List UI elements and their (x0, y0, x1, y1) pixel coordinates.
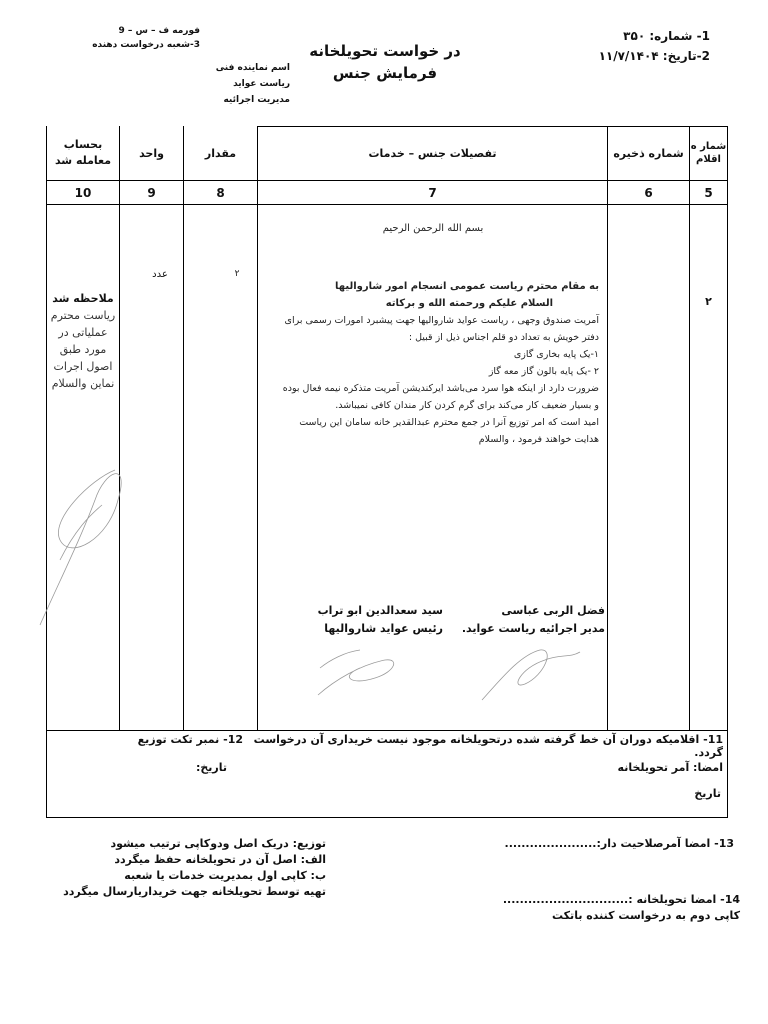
item13-authority-signature: 13- امضا آمرصلاحیت دار:...................... (504, 837, 734, 850)
row-item-no: ۲ (705, 294, 712, 308)
header-item-no: شمار ه اقلام (690, 141, 727, 165)
letter-line: هدایت خواهند فرمود ، والسلام (478, 434, 599, 445)
header-store-no: شماره ذخیره (613, 146, 684, 160)
rep-department: ریاست عواید (233, 79, 290, 89)
col-number-7: 7 (428, 185, 437, 200)
form-number: 1- شماره: ۳۵۰ (623, 29, 710, 43)
request-footer-box (46, 730, 728, 818)
col-divider (257, 126, 258, 730)
distribution-line-c: تهیه توسط تحویلخانه جهت خریداریارسال میگردد (63, 885, 326, 898)
number-row-divider (47, 204, 727, 205)
header-account: بحساب معامله شد (54, 138, 112, 167)
distribution-line-b: ب: کاپی اول بمدیریت خدمات یا شعبه (124, 869, 326, 882)
signer-left-name: سید سعدالدین ابو تراب (317, 604, 443, 617)
row-quantity: ۲ (234, 269, 240, 279)
technical-rep-block (190, 60, 290, 108)
requesting-unit-label: 3-شعبه درخواست دهنده (92, 40, 200, 50)
letter-body (263, 278, 599, 448)
form-title-line2: فرمایش جنس (332, 64, 438, 82)
form-title (300, 40, 470, 84)
col-number-9: 9 (147, 185, 156, 200)
item12-ticket-number: 12- نمبر تکت توزیع (137, 733, 243, 746)
letter-item: ۲ -یک پایه بالون گاز معه گاز (488, 366, 599, 377)
review-note-text: ریاست محترم عملیاتی در مورد طبق اصول اجرات نماین والسلام (50, 309, 116, 390)
signer-left-title: رئیس عواید شاروالیها (324, 622, 443, 635)
col-divider (607, 126, 608, 730)
col-number-5: 5 (704, 185, 713, 200)
signer-right-name: فضل الربی عباسی (501, 604, 605, 617)
letter-greeting: السلام علیکم ورحمته الله و برکاته (385, 298, 553, 309)
form-title-line1: در خواست تحویلخانه (309, 42, 461, 60)
item12-date: تاریخ: (195, 761, 227, 774)
review-note-title: ملاحظه شد (52, 292, 114, 305)
col-divider (183, 126, 184, 730)
storekeeper-signature-label: امضا: آمر تحویلخانه (617, 761, 723, 774)
letter-line: آمریت صندوق وجهی ، ریاست عواید شاروالیها جهت پیشبرد امورات رسمی برای (284, 315, 599, 326)
storekeeper-date-label: تاریخ (694, 787, 721, 800)
letter-addressee: به مقام محترم ریاست عمومی انسجام امور شاروالیها (335, 281, 599, 292)
letter-line: و بسیار ضعیف کار می‌کند برای گرم کردن کار مندان کافی نمیباشد. (335, 400, 599, 411)
signer-right-title: مدیر اجرائیه ریاست عواید. (461, 622, 605, 635)
col-number-8: 8 (216, 185, 225, 200)
letter-basmala: بسم الله الرحمن الرحیم (382, 223, 484, 234)
review-note (49, 290, 117, 392)
letter-line: ضرورت دارد از اینکه هوا سرد می‌باشد ایرکندیشن آمریت متذکره نیمه فعال بوده (282, 383, 599, 394)
col-divider (689, 126, 690, 730)
form-header-left (80, 24, 200, 52)
letter-item: ۱-یک پایه بخاری گازی (513, 349, 599, 360)
rep-label: اسم نماینده فنی (215, 63, 290, 73)
item14-copy-note: کاپی دوم به درخواست کننده باتکت (552, 909, 740, 922)
rep-directorate: مدیریت اجرائیه (223, 95, 290, 105)
col-number-10: 10 (74, 185, 92, 200)
header-quantity: مقدار (204, 146, 237, 160)
col-divider (119, 126, 120, 730)
signer-right (459, 602, 605, 638)
form-date: 2-تاریخ: ۱۱/۷/۱۴۰۴ (598, 49, 710, 63)
item14-block (500, 892, 740, 924)
form-code: فورمه ف – س – 9 (118, 26, 200, 36)
row-unit: عدد (152, 268, 168, 280)
distribution-block (46, 836, 326, 900)
item11-note: 11- اقلامیکه دوران آن خط گرفته شده درتحویلخانه موجود نیست خریداری آن درخواست گردد. (253, 733, 723, 759)
distribution-line-a: الف: اصل آن در تحویلخانه حفظ میگردد (114, 853, 326, 866)
form-number-date (560, 26, 710, 66)
distribution-title: توزیع: دریک اصل ودوکاپی ترتیب میشود (110, 837, 326, 850)
request-table (46, 126, 728, 730)
signer-left (283, 602, 443, 638)
header-unit: واحد (139, 146, 164, 160)
letter-line: امید است که امر توزیع آنرا در جمع محترم عبدالقدیر خانه سامان این ریاست (299, 417, 599, 428)
col-number-6: 6 (644, 185, 653, 200)
item14-storekeeper-signature: 14- امضا تحویلخانه :.............................. (502, 893, 740, 906)
header-details: تفصیلات جنس – خدمات (368, 146, 497, 160)
letter-line: دفتر خویش به تعداد دو قلم اجناس ذیل از قبیل : (408, 332, 599, 343)
